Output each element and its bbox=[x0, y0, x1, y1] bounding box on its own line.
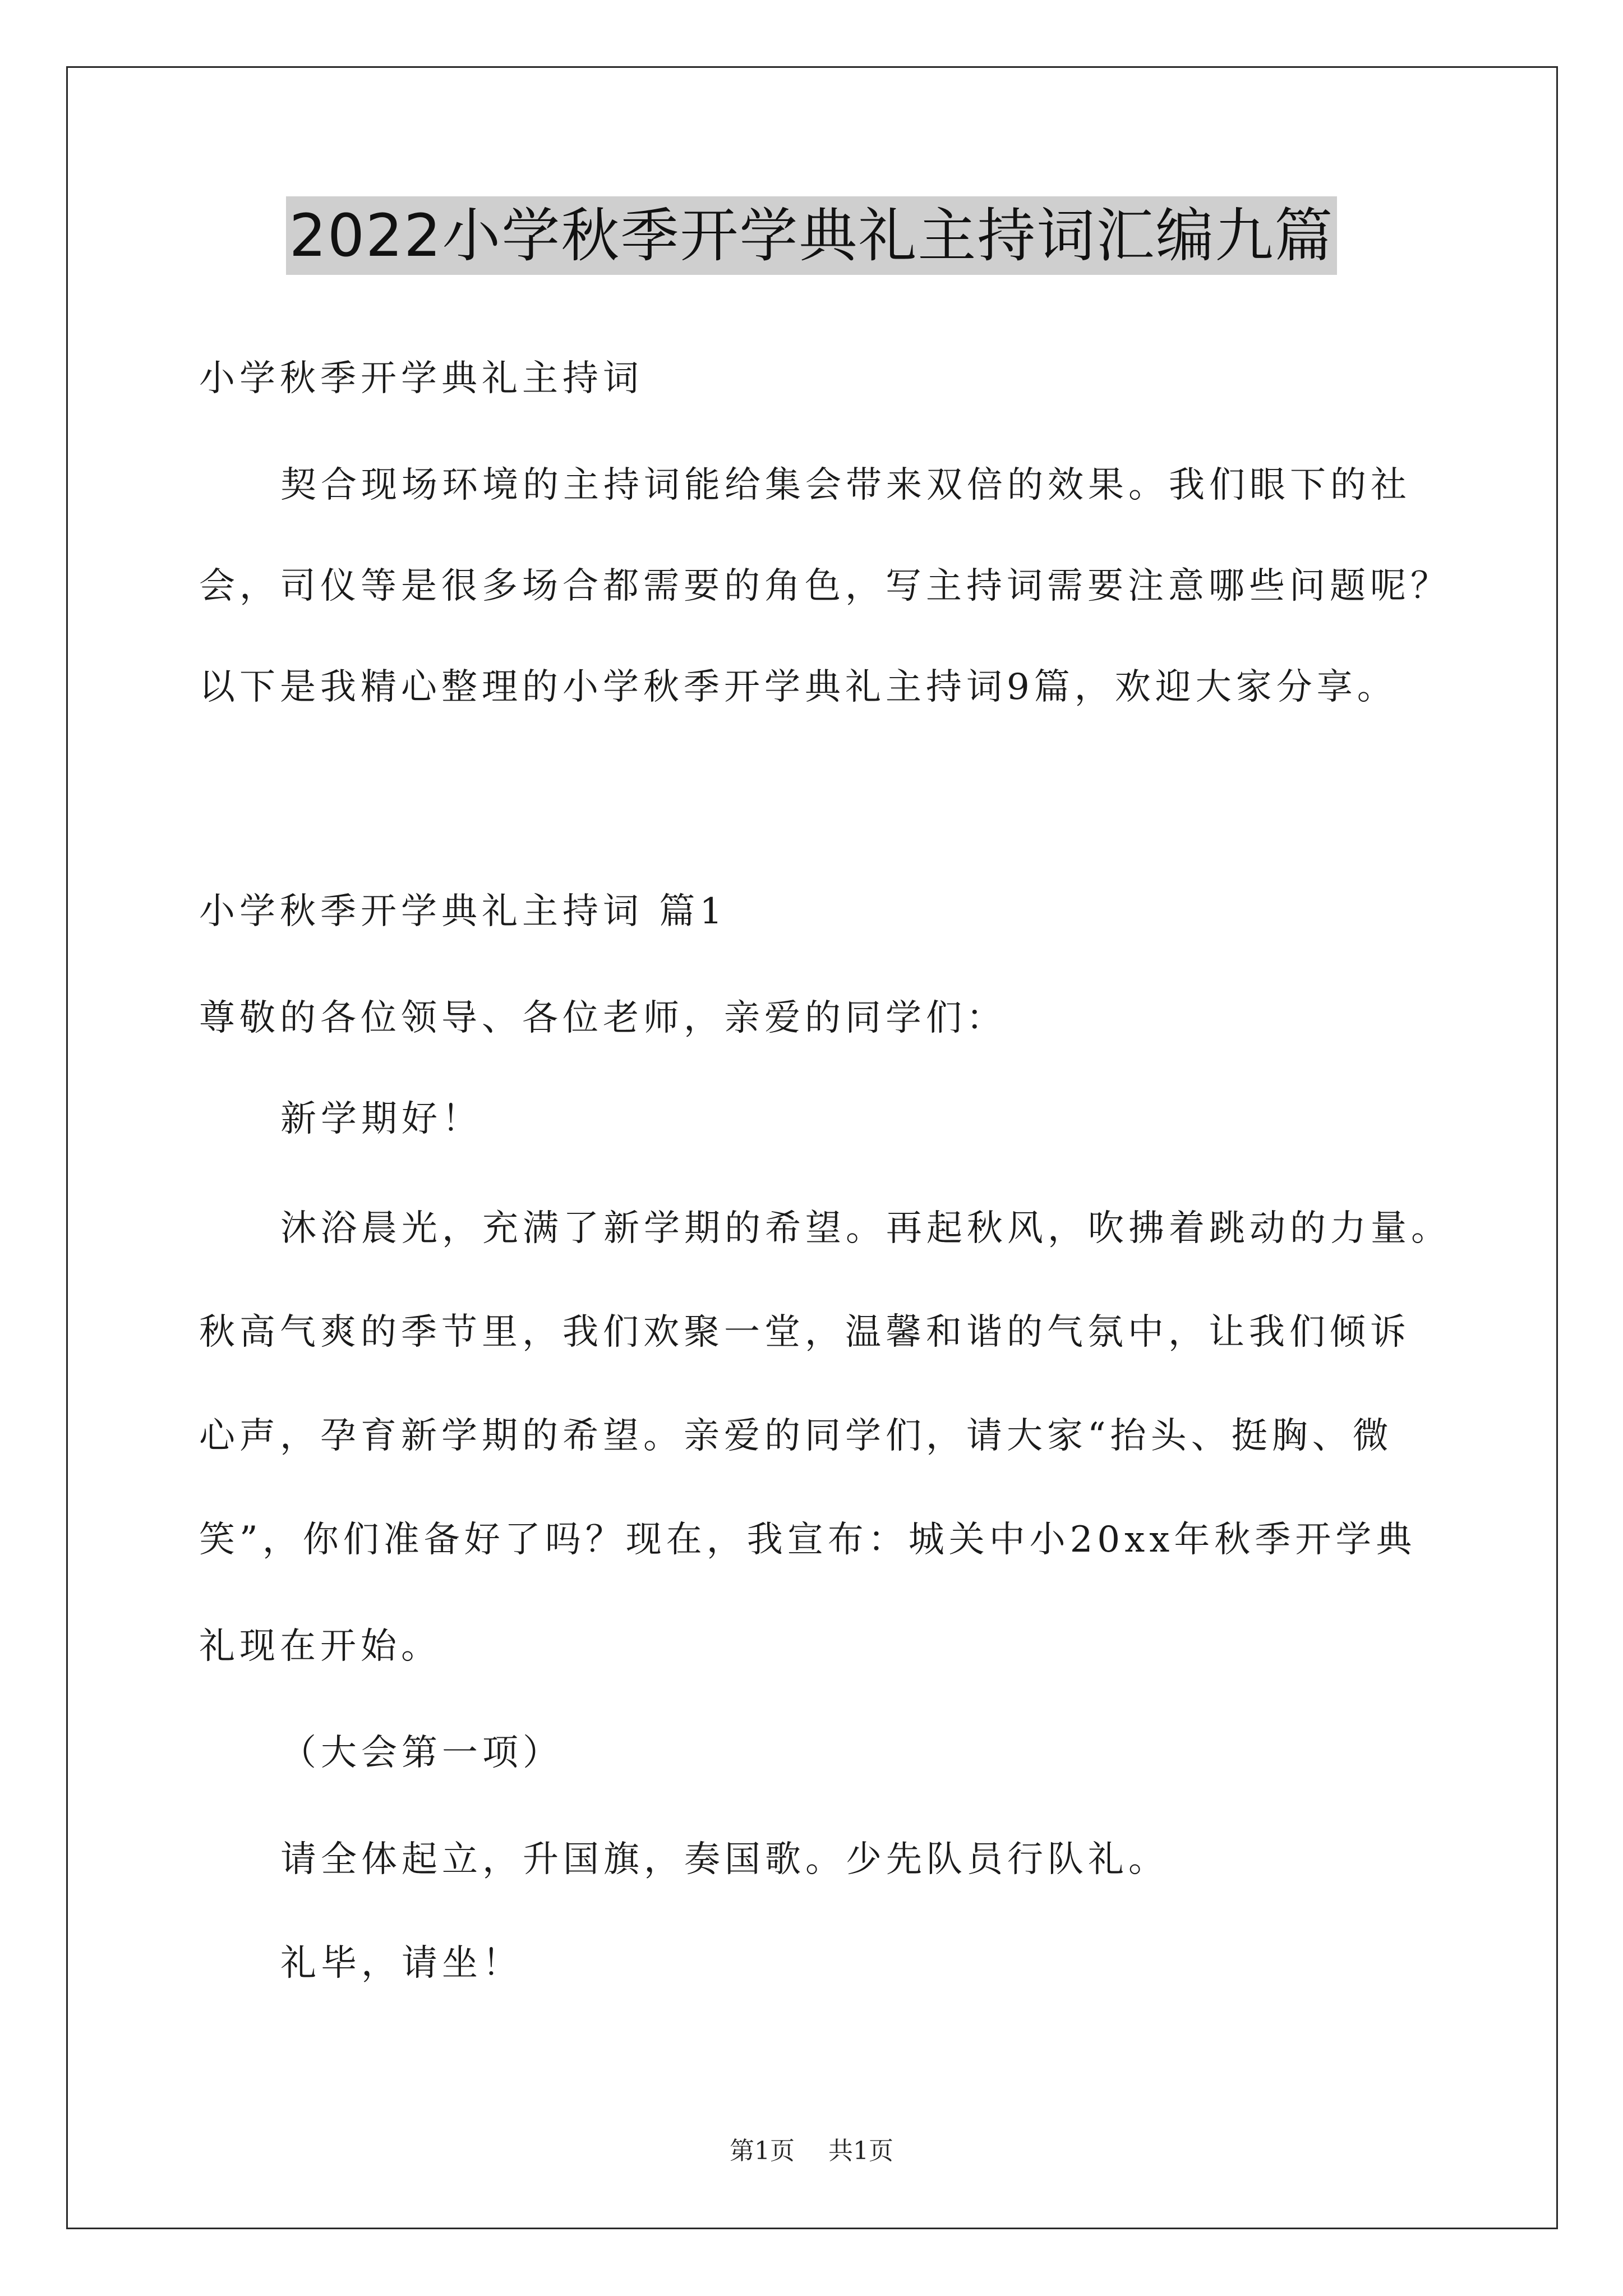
instruction: 请全体起立，升国旗，奏国歌。少先队员行队礼。 bbox=[280, 1839, 1169, 1880]
greeting: 新学期好！ bbox=[280, 1098, 482, 1140]
body-line-3: 心声，孕育新学期的希望。亲爱的同学们，请大家“抬头、挺胸、微 bbox=[199, 1415, 1393, 1457]
intro-line-1: 契合现场环境的主持词能给集会带来双倍的效果。我们眼下的社 bbox=[280, 464, 1411, 506]
closing-line: 礼毕，请坐！ bbox=[280, 1943, 523, 1984]
subtitle: 小学秋季开学典礼主持词 bbox=[199, 358, 643, 399]
body-line-1: 沐浴晨光，充满了新学期的希望。再起秋风，吹拂着跳动的力量。 bbox=[280, 1208, 1451, 1249]
section-heading: 小学秋季开学典礼主持词 篇1 bbox=[199, 891, 727, 932]
salutation: 尊敬的各位领导、各位老师，亲爱的同学们： bbox=[199, 997, 1007, 1039]
body-line-5: 礼现在开始。 bbox=[199, 1626, 441, 1667]
body-line-4: 笑”，你们准备好了吗？现在，我宣布：城关中小20xx年秋季开学典 bbox=[199, 1519, 1417, 1561]
body-line-2: 秋高气爽的季节里，我们欢聚一堂，温馨和谐的气氛中，让我们倾诉 bbox=[199, 1312, 1410, 1353]
document-title: 2022小学秋季开学典礼主持词汇编九篇 bbox=[286, 196, 1338, 275]
agenda-item: （大会第一项） bbox=[280, 1732, 563, 1774]
title-container bbox=[0, 196, 1623, 275]
page-total: 共1页 bbox=[828, 2137, 893, 2165]
page-footer bbox=[0, 2134, 1623, 2168]
intro-line-2: 会，司仪等是很多场合都需要的角色，写主持词需要注意哪些问题呢？ bbox=[199, 565, 1451, 607]
intro-line-3: 以下是我精心整理的小学秋季开学典礼主持词9篇，欢迎大家分享。 bbox=[199, 666, 1398, 708]
page-number: 第1页 bbox=[730, 2137, 795, 2165]
